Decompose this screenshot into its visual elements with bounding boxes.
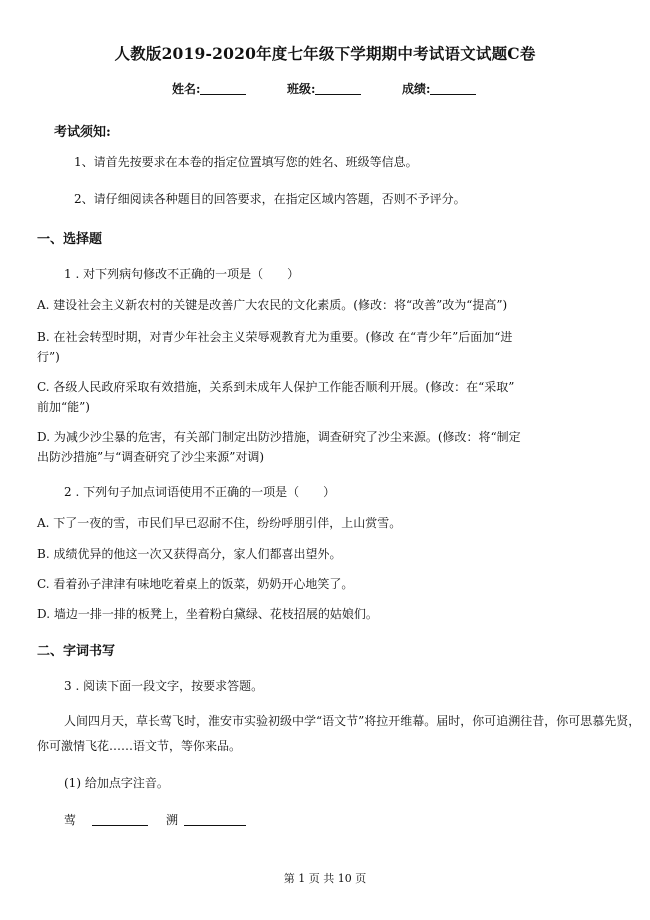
option-b-cont: 行”) xyxy=(37,350,60,364)
option-c: C. 各级人民政府采取有效措施，关系到未成年人保护工作能否顺利开展。(修改：在“采取” xyxy=(37,380,515,394)
option-b: B. 成绩优异的他这一次又获得高分，家人们都喜出望外。 xyxy=(37,547,342,561)
option-c-cont: 前加“能”) xyxy=(37,400,90,414)
option-d: D. 为减少沙尘暴的危害，有关部门制定出防沙措施，调查研究了沙尘来源。(修改：将“制定 xyxy=(37,430,521,444)
notice-item: 2、请仔细阅读各种题目的回答要求，在指定区域内答题，否则不予评分。 xyxy=(74,192,466,206)
passage-line: 人间四月天，草长莺飞时，淮安市实验初级中学“语文节”将拉开维幕。届时，你可追溯往昔，你可思慕先贤， xyxy=(64,714,641,728)
name-blank[interactable] xyxy=(200,82,246,95)
pinyin-char: 莺 xyxy=(64,813,77,827)
option-b: B. 在社会转型时期，对青少年社会主义荣辱观教育尤为重要。(修改 在“青少年”后面加“进 xyxy=(37,330,513,344)
option-d-cont: 出防沙措施”与“调查研究了沙尘来源”对调) xyxy=(37,450,265,464)
option-d: D. 墙边一排一排的板凳上，坐着粉白黛绿、花枝招展的姑娘们。 xyxy=(37,607,378,621)
section-heading: 一、选择题 xyxy=(37,232,103,247)
score-field xyxy=(402,80,476,97)
pinyin-item xyxy=(166,809,246,831)
notice-item: 1、请首先按要求在本卷的指定位置填写您的姓名、班级等信息。 xyxy=(74,155,418,169)
score-blank[interactable] xyxy=(430,82,476,95)
pinyin-char: 溯 xyxy=(166,813,179,827)
class-field xyxy=(287,80,361,97)
score-label: 成绩: xyxy=(402,82,431,96)
pinyin-blank[interactable] xyxy=(92,813,148,826)
class-label: 班级: xyxy=(287,82,316,96)
pinyin-item xyxy=(64,809,148,831)
page-title: 人教版2019-2020年度七年级下学期期中考试语文试题C卷 xyxy=(114,44,536,63)
option-a: A. 建设社会主义新农村的关键是改善广大农民的文化素质。(修改：将“改善”改为“提高”) xyxy=(37,298,508,312)
question-stem: 2 . 下列句子加点词语使用不正确的一项是（ ） xyxy=(64,485,336,499)
name-field xyxy=(172,80,246,97)
pinyin-blank[interactable] xyxy=(184,813,246,826)
question-stem: 1 . 对下列病句修改不正确的一项是（ ） xyxy=(64,267,300,281)
option-c: C. 看着孙子津津有味地吃着桌上的饭菜，奶奶开心地笑了。 xyxy=(37,577,354,591)
class-blank[interactable] xyxy=(315,82,361,95)
notice-heading: 考试须知: xyxy=(54,125,111,140)
section-heading: 二、字词书写 xyxy=(37,644,116,659)
name-label: 姓名: xyxy=(172,82,201,96)
passage-line: 你可激情飞花……语文节，等你来品。 xyxy=(37,739,242,753)
question-stem: 3 . 阅读下面一段文字，按要求答题。 xyxy=(64,679,264,693)
option-a: A. 下了一夜的雪，市民们早已忍耐不住，纷纷呼朋引伴，上山赏雪。 xyxy=(37,516,402,530)
sub-question: (1) 给加点字注音。 xyxy=(64,776,169,790)
page-footer: 第 1 页 共 10 页 xyxy=(283,872,367,885)
